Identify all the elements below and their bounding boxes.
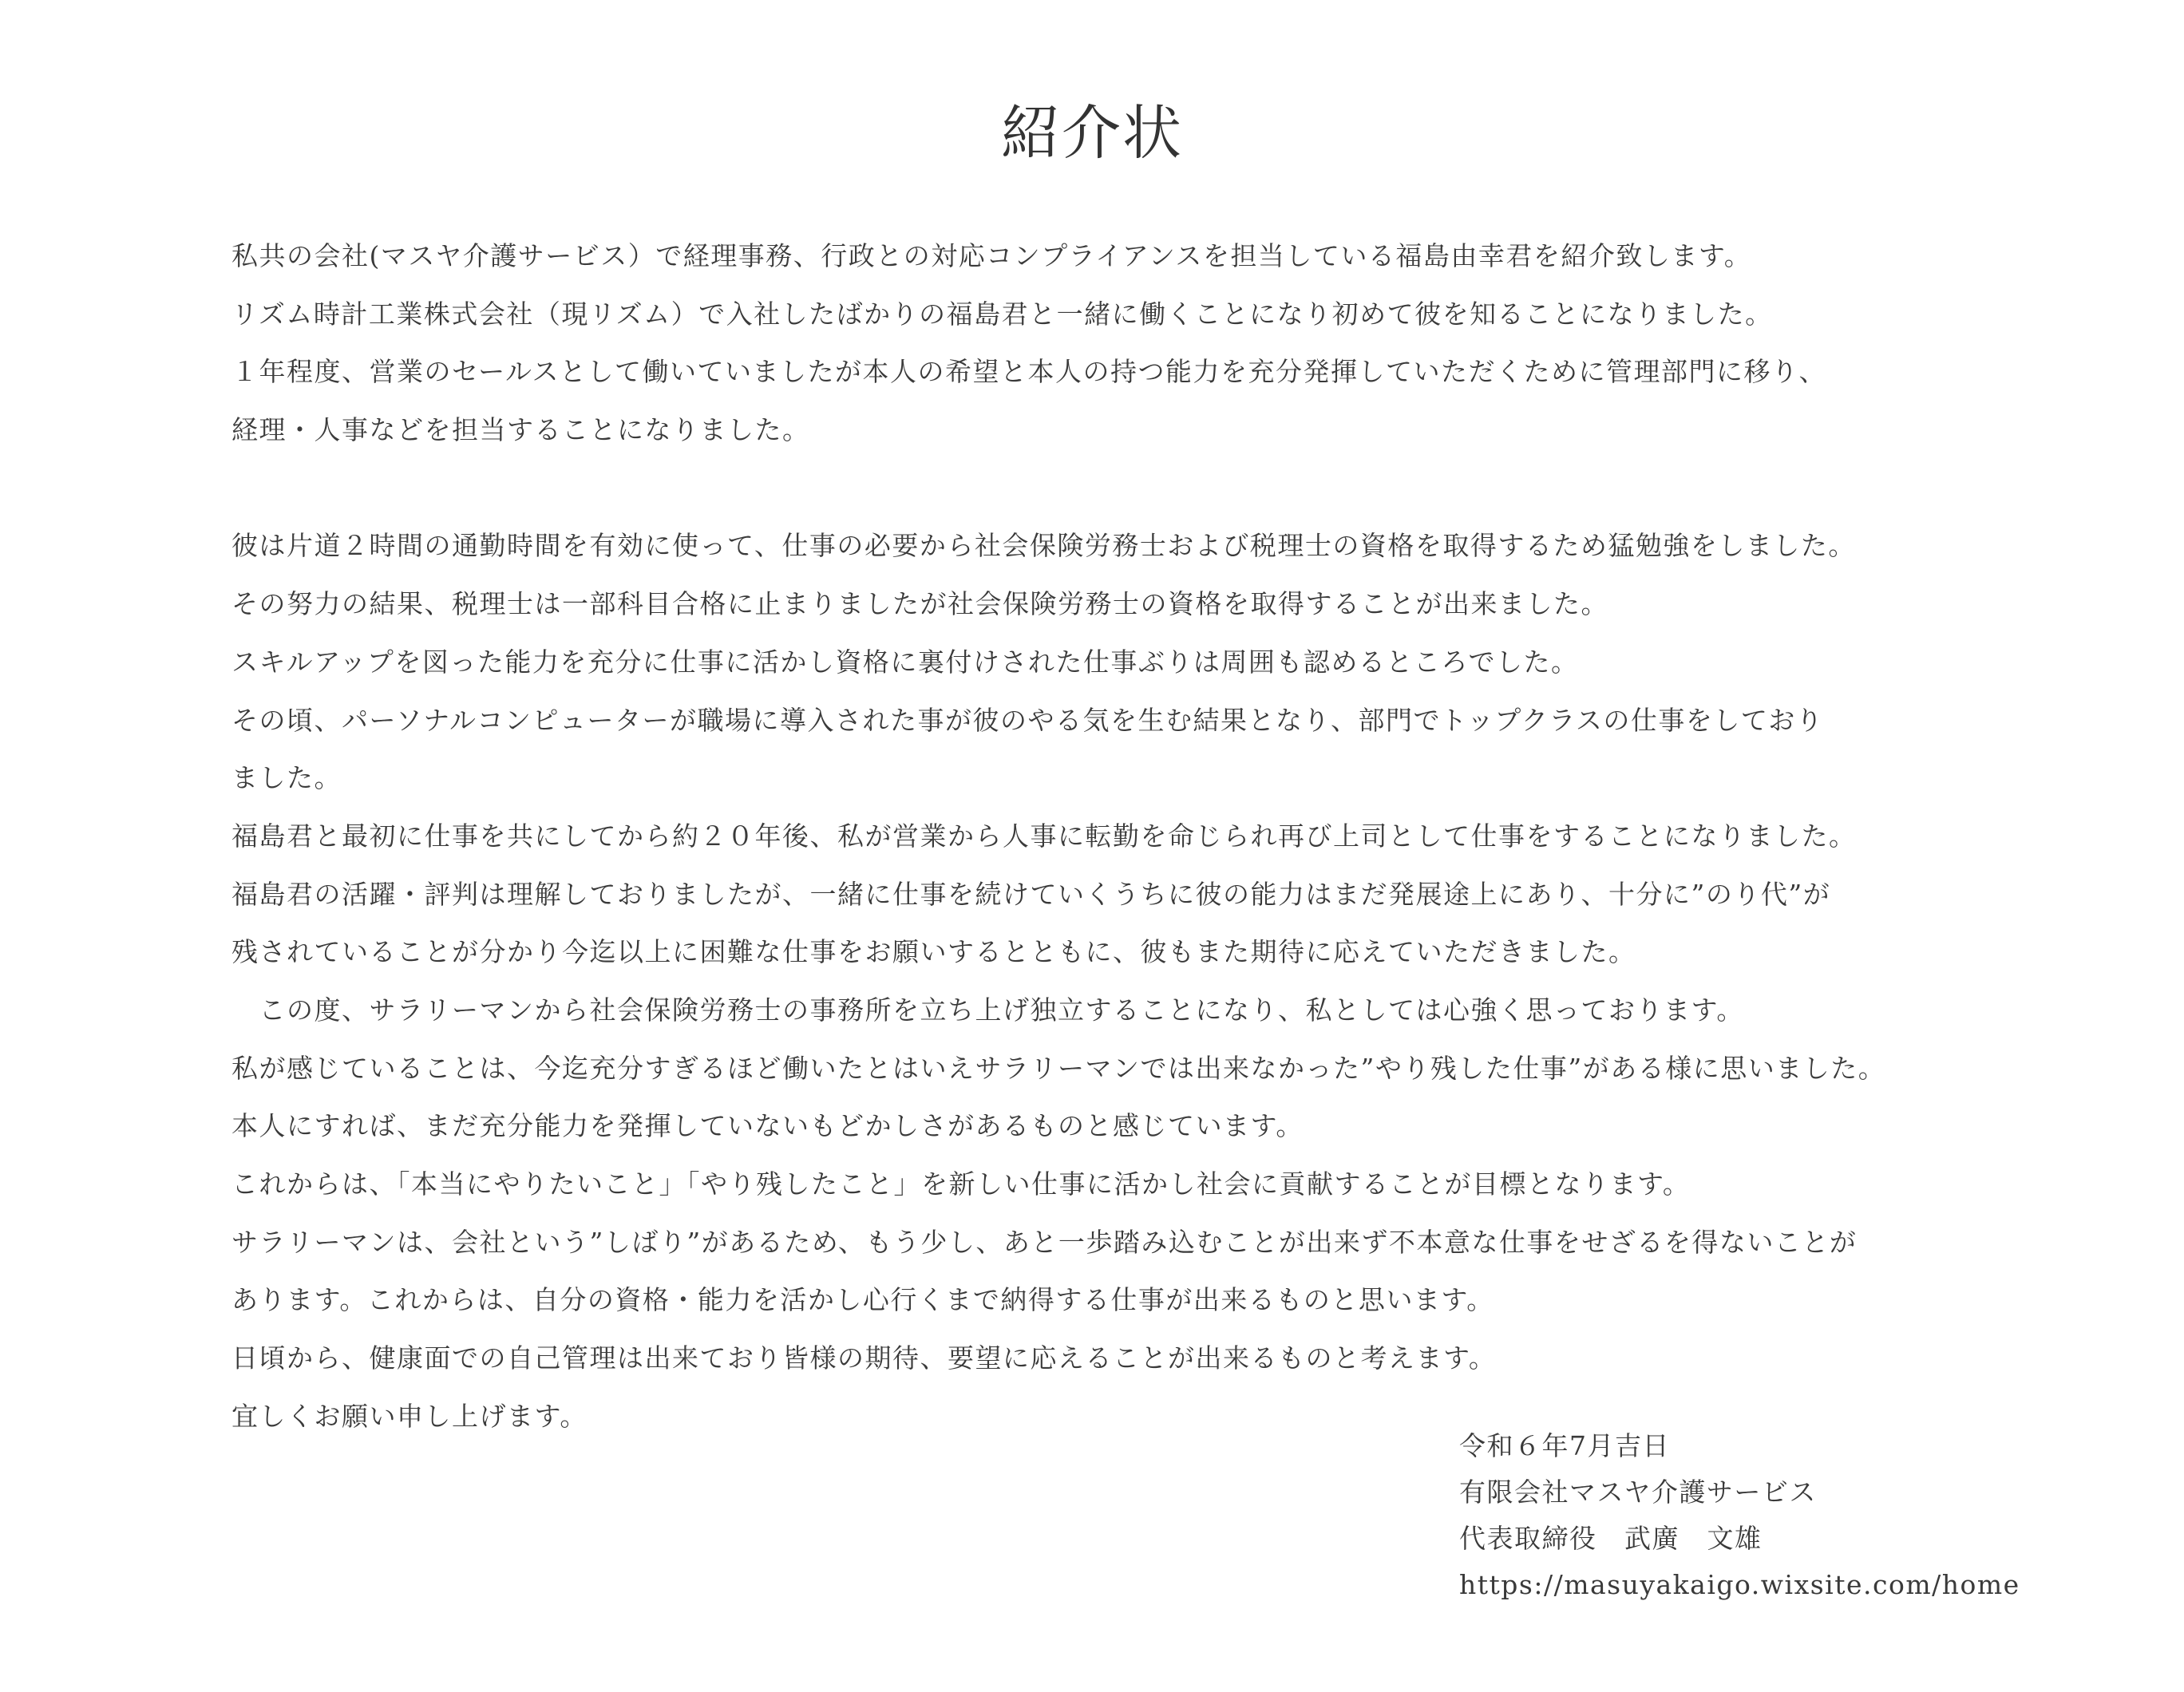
blank-line [231, 460, 2163, 518]
signature-date: 令和６年7月吉日 [1459, 1430, 1670, 1461]
body-line: 残されていることが分かり今迄以上に困難な仕事をお願いするとともに、彼もまた期待に応えていただきました。 [231, 936, 1636, 968]
letter-body [231, 227, 2163, 1445]
body-line: スキルアップを図った能力を充分に仕事に活かし資格に裏付けされた仕事ぶりは周囲も認めるところでした。 [231, 646, 1579, 678]
body-line: 私共の会社(マスヤ介護サービス）で経理事務、行政との対応コンプライアンスを担当している福島由幸君を紹介致します。 [231, 240, 1752, 271]
body-line: 宜しくお願い申し上げます。 [231, 1400, 588, 1432]
signature-company: 有限会社マスヤ介護サービス [1459, 1477, 1817, 1508]
body-line: その頃、パーソナルコンピューターが職場に導入された事が彼のやる気を生む結果となり、部門でトップクラスの仕事をしており [231, 704, 1824, 736]
body-line: 私が感じていることは、今迄充分すぎるほど働いたとはいえサラリーマンでは出来なかった”やり残した仕事”がある様に思いました。 [231, 1052, 1886, 1084]
body-line: この度、サラリーマンから社会保険労務士の事務所を立ち上げ独立することになり、私としては心強く思っております。 [231, 994, 1744, 1026]
body-line: サラリーマンは、会社という”しばり”があるため、もう少し、あと一歩踏み込むことが出来ず不本意な仕事をせざるを得ないことが [231, 1226, 1858, 1258]
signature-representative: 代表取締役 武廣 文雄 [1459, 1523, 1763, 1554]
document-title: 紹介状 [1001, 99, 1183, 168]
body-line: これからは、「本当にやりたいこと」「やり残したこと」を新しい仕事に活かし社会に貢献することが目標となります。 [231, 1168, 1691, 1200]
body-line: 福島君と最初に仕事を共にしてから約２０年後、私が営業から人事に転勤を命じられ再び上司として仕事をすることになりました。 [231, 820, 1857, 852]
body-line: 本人にすれば、まだ充分能力を発揮していないもどかしさがあるものと感じています。 [231, 1110, 1304, 1142]
body-line: 福島君の活躍・評判は理解しておりましたが、一緒に仕事を続けていくうちに彼の能力はまだ発展途上にあり、十分に”のり代”が [231, 878, 1831, 910]
body-line: その努力の結果、税理士は一部科目合格に止まりましたが社会保険労務士の資格を取得することが出来ました。 [231, 588, 1608, 620]
body-line: ました。 [231, 762, 342, 794]
body-line: 彼は片道２時間の通勤時間を有効に使って、仕事の必要から社会保険労務士および税理士の資格を取得するため猛勉強をしました。 [231, 530, 1856, 562]
body-line: １年程度、営業のセールスとして働いていましたが本人の希望と本人の持つ能力を充分発揮していただくために管理部門に移り、 [231, 356, 1827, 388]
signature-url: https://masuyakaigo.wixsite.com/home [1459, 1569, 2020, 1600]
body-line: 経理・人事などを担当することになりました。 [231, 414, 810, 446]
body-line: リズム時計工業株式会社（現リズム）で入社したばかりの福島君と一緒に働くことになり初めて彼を知ることになりました。 [231, 298, 1773, 330]
body-line: 日頃から、健康面での自己管理は出来ており皆様の期待、要望に応えることが出来るものと考えます。 [231, 1342, 1497, 1374]
signature-block [1459, 1423, 2020, 1608]
body-line: あります。これからは、自分の資格・能力を活かし心行くまで納得する仕事が出来るものと思います。 [231, 1284, 1494, 1316]
